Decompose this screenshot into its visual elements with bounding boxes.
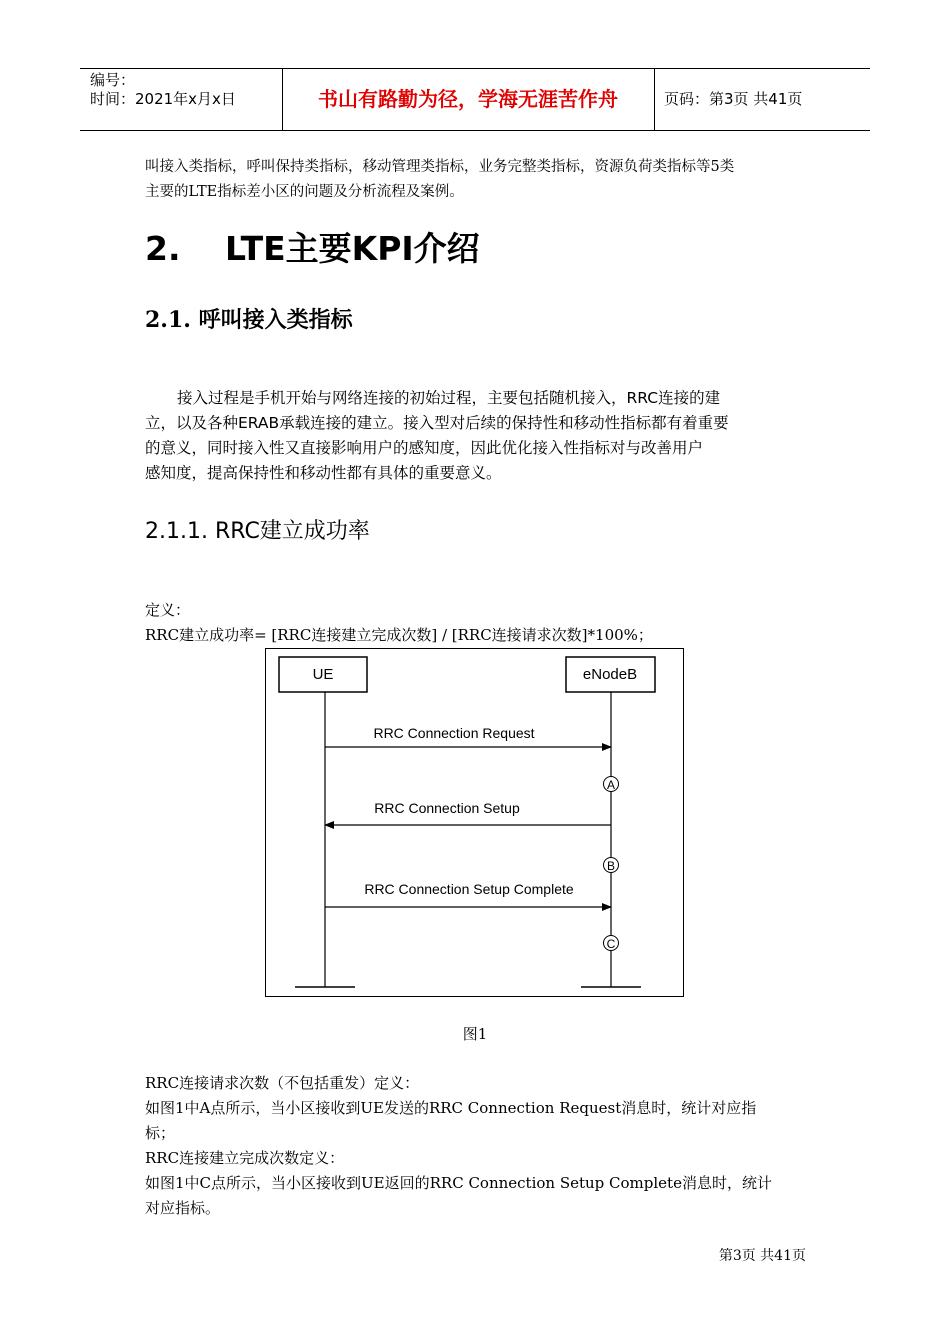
header-meta (90, 71, 236, 109)
page-footer: 第3页 共41页 (718, 1248, 806, 1264)
paragraph-line: 的意义，同时接入性又直接影响用户的感知度，因此优化接入性指标对与改善用户 (145, 439, 704, 457)
ue-label: UE (312, 666, 334, 683)
subsubsection-heading: 2.1.1. RRC建立成功率 (145, 519, 370, 544)
msg-setup-label: RRC Connection Setup (374, 800, 520, 816)
section-heading (145, 222, 480, 276)
msg-complete-label: RRC Connection Setup Complete (364, 881, 574, 897)
header-divider (654, 69, 655, 130)
definition-line: RRC连接建立完成次数定义： (145, 1149, 345, 1167)
access-paragraph (145, 386, 785, 486)
definition-line: RRC连接请求次数（不包括重发）定义： (145, 1074, 420, 1092)
definition-line: 标； (145, 1124, 176, 1142)
definition-formula: RRC建立成功率= [RRC连接建立完成次数] / [RRC连接请求次数]*100%； (145, 626, 653, 644)
intro-line: 叫接入类指标，呼叫保持类指标，移动管理类指标，业务完整类指标，资源负荷类指标等5类 (145, 159, 735, 175)
section-number: 2. (145, 229, 181, 268)
header-motto: 书山有路勤为径，学海无涯苦作舟 (318, 87, 618, 111)
msg-request-label: RRC Connection Request (373, 725, 535, 741)
section-title: LTE主要KPI介绍 (225, 229, 480, 268)
sequence-diagram-svg (266, 649, 685, 998)
definition-line: 对应指标。 (145, 1199, 221, 1217)
paragraph-line: 接入过程是手机开始与网络连接的初始过程，主要包括随机接入，RRC连接的建 (177, 389, 721, 407)
point-a-label: A (606, 778, 616, 792)
figure-caption: 图1 (462, 1025, 488, 1043)
enodeb-label: eNodeB (582, 666, 638, 683)
definitions-paragraph (145, 1071, 810, 1221)
header-time-label: 时间：2021年x月x日 (90, 90, 236, 108)
intro-line: 主要的LTE指标差小区的问题及分析流程及案例。 (145, 184, 464, 200)
sequence-diagram (265, 648, 684, 997)
intro-paragraph (145, 155, 810, 205)
definition-label: 定义： (145, 601, 191, 619)
header-number-label: 编号： (90, 71, 136, 89)
header-page-info: 页码：第3页 共41页 (664, 90, 803, 108)
paragraph-line: 感知度，提高保持性和移动性都有具体的重要意义。 (145, 464, 502, 482)
paragraph-line: 立，以及各种ERAB承载连接的建立。接入型对后续的保持性和移动性指标都有着重要 (145, 414, 729, 432)
subsection-heading: 2.1. 呼叫接入类指标 (145, 307, 353, 333)
definition-block (145, 598, 810, 648)
definition-line: 如图1中C点所示，当小区接收到UE返回的RRC Connection Setup Complete消息时，统计 (145, 1174, 772, 1192)
point-b-label: B (606, 859, 616, 873)
definition-line: 如图1中A点所示，当小区接收到UE发送的RRC Connection Request消息时，统计对应指 (145, 1099, 757, 1117)
page-header (80, 68, 870, 131)
point-c-label: C (606, 937, 616, 951)
